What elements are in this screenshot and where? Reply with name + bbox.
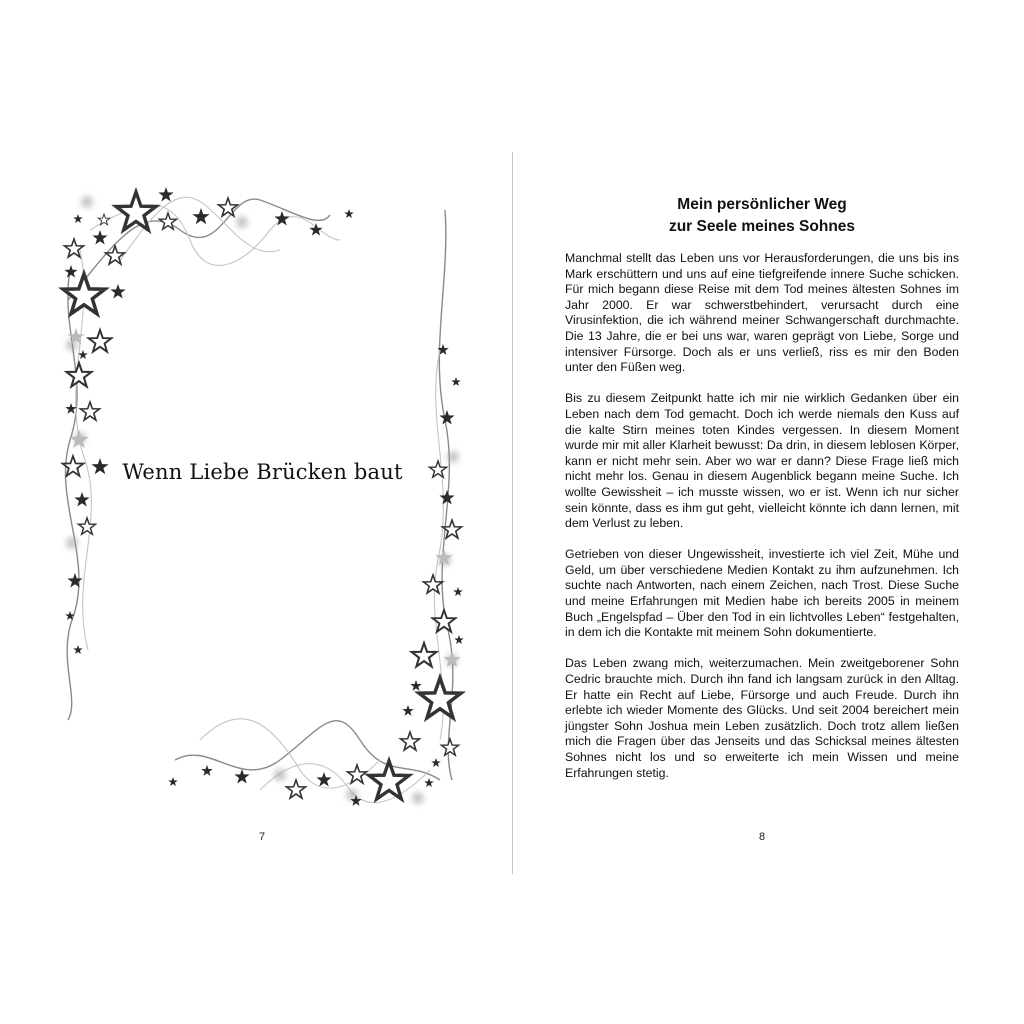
- heading-line-1: Mein persönlicher Weg: [677, 196, 847, 213]
- paragraph: Getrieben von dieser Ungewissheit, investierte ich viel Zeit, Mühe und Geld, um über verschiedene Medien Kontakt zu ihm aufzunehmen. Ich suchte nach Antworten, nach einem Zeichen, nach Trost. Diese Suche und meine Erfahrungen mit Medien habe ich bereits 2005 in meinem Buch „Engelspfad – Über den Tod in ein lichtvolles Leben“ festgehalten, in dem ich die Kontakte mit meinem Sohn dokumentierte.: [565, 547, 959, 640]
- right-page: [513, 0, 1024, 1024]
- page-number-right: 8: [758, 831, 766, 843]
- body-text: [565, 251, 959, 797]
- heading-line-2: zur Seele meines Sohnes: [668, 218, 856, 235]
- chapter-title: Wenn Liebe Brücken baut: [122, 460, 403, 484]
- paragraph: Das Leben zwang mich, weiterzumachen. Mein zweitgeborener Sohn Cedric brauchte mich. Durch ihn fand ich langsam zurück in den Alltag. Er hatte ein Recht auf Liebe, Fürsorge und auch Freude. Durch ihn erlebte ich wieder Momente des Glücks. Und seit 2004 bereichert mein jüngster Sohn Joshua mein Leben zusätzlich. Doch trotz allem ließen mich die Fragen über das Jenseits und das Schicksal meines ältesten Sohnes nicht los und so erweiterte ich mein Wissen und meine Erfahrungen stetig.: [565, 656, 959, 780]
- paragraph: Bis zu diesem Zeitpunkt hatte ich mir nie wirklich Gedanken über ein Leben nach dem Tod gemacht. Doch ich werde niemals den Kuss auf die kalte Stirn meines toten Kindes vergessen. In diesem Moment wurde mir mit aller Klarheit bewusst: Da drin, in diesem leblosen Körper, kann er nicht mehr sein. Aber wo war er dann? Diese Frage ließ mich nicht mehr los. Genau in diesem Augenblick begann meine Suche. Ich wollte Gewissheit – ich musste wissen, wo er ist. Wenn ich nur sicher sein könnte, dass es ihm gut geht, vielleicht könnte ich dann lernen, mit dem Verlust zu leben.: [565, 391, 959, 531]
- chapter-heading: [513, 194, 1011, 238]
- paragraph: Manchmal stellt das Leben uns vor Herausforderungen, die uns bis ins Mark erschüttern und uns auf eine tiefgreifende innere Suche schicken. Für mich begann diese Reise mit dem Tod meines ältesten Sohnes im Jahr 2000. Er war schwerstbehindert, verursacht durch eine Virusinfektion, die ich während meiner Schwangerschaft durchmachte. Die 13 Jahre, die er bei uns war, waren geprägt von Liebe, Sorge und intensiver Fürsorge. Doch als er uns verließ, riss es mir den Boden unter den Füßen weg.: [565, 251, 959, 375]
- page-number-left: 7: [258, 831, 266, 843]
